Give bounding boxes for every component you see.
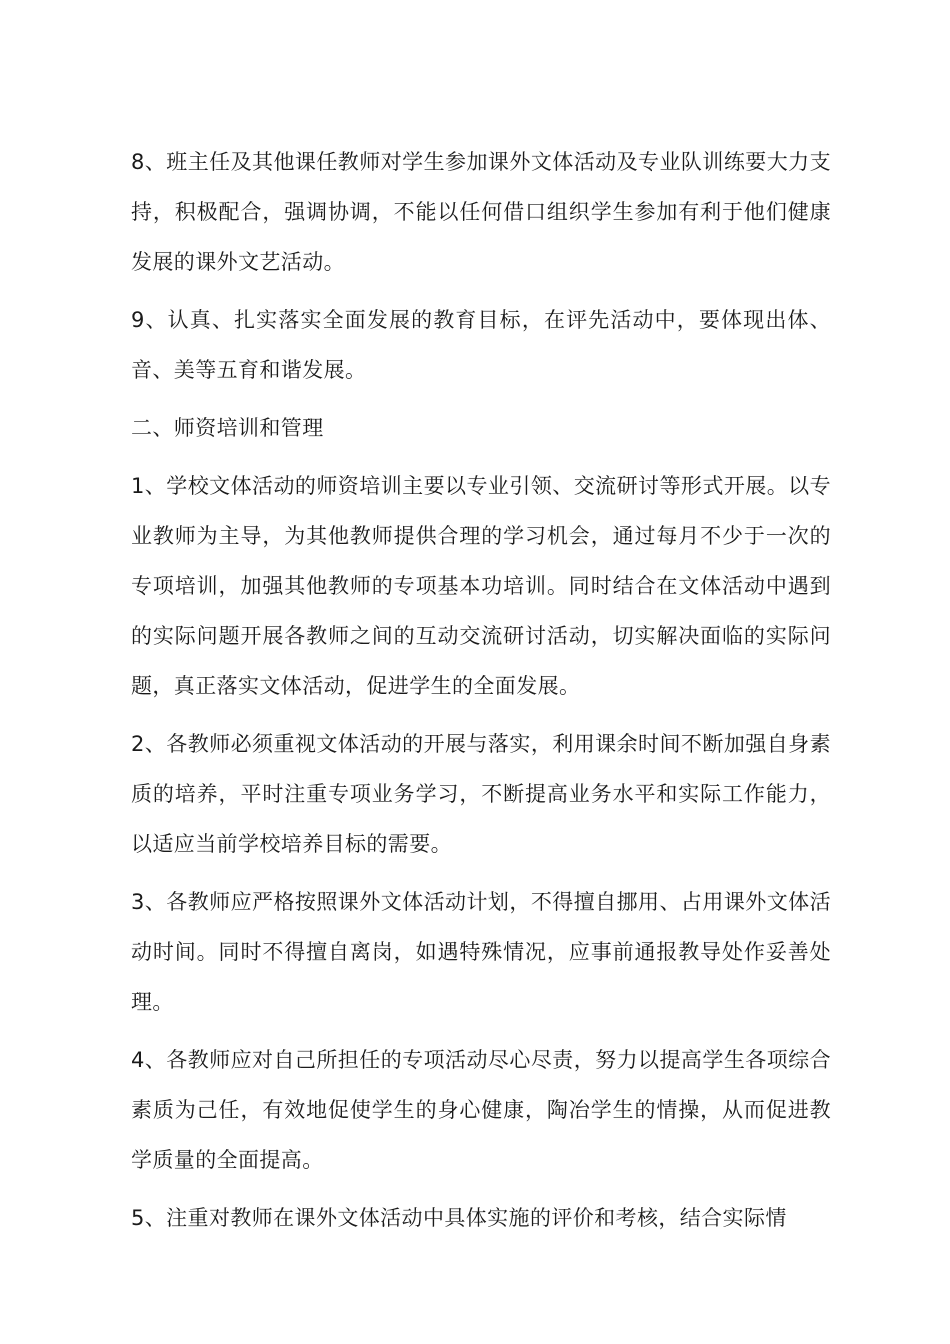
paragraph-training-5: 5、注重对教师在课外文体活动中具体实施的评价和考核，结合实际情 — [131, 1206, 787, 1230]
paragraph-item-9: 9、认真、扎实落实全面发展的教育目标，在评先活动中，要体现出体、音、美等五育和谐发展。 — [131, 308, 831, 382]
document-body — [131, 137, 831, 1251]
section-heading-teacher-training: 二、师资培训和管理 — [131, 416, 324, 440]
paragraph-training-4: 4、各教师应对自己所担任的专项活动尽心尽责，努力以提高学生各项综合素质为己任，有效地促使学生的身心健康，陶冶学生的情操，从而促进教学质量的全面提高。 — [131, 1048, 831, 1172]
paragraph-training-1: 1、学校文体活动的师资培训主要以专业引领、交流研讨等形式开展。以专业教师为主导，为其他教师提供合理的学习机会，通过每月不少于一次的专项培训，加强其他教师的专项基本功培训。同时结合在文体活动中遇到的实际问题开展各教师之间的互动交流研讨活动，切实解决面临的实际问题，真正落实文体活动，促进学生的全面发展。 — [131, 474, 831, 698]
paragraph-training-2: 2、各教师必须重视文体活动的开展与落实，利用课余时间不断加强自身素质的培养，平时注重专项业务学习，不断提高业务水平和实际工作能力，以适应当前学校培养目标的需要。 — [131, 732, 831, 856]
paragraph-training-3: 3、各教师应严格按照课外文体活动计划，不得擅自挪用、占用课外文体活动时间。同时不得擅自离岗，如遇特殊情况，应事前通报教导处作妥善处理。 — [131, 890, 831, 1014]
paragraph-item-8: 8、班主任及其他课任教师对学生参加课外文体活动及专业队训练要大力支持，积极配合，强调协调，不能以任何借口组织学生参加有利于他们健康发展的课外文艺活动。 — [131, 150, 831, 274]
